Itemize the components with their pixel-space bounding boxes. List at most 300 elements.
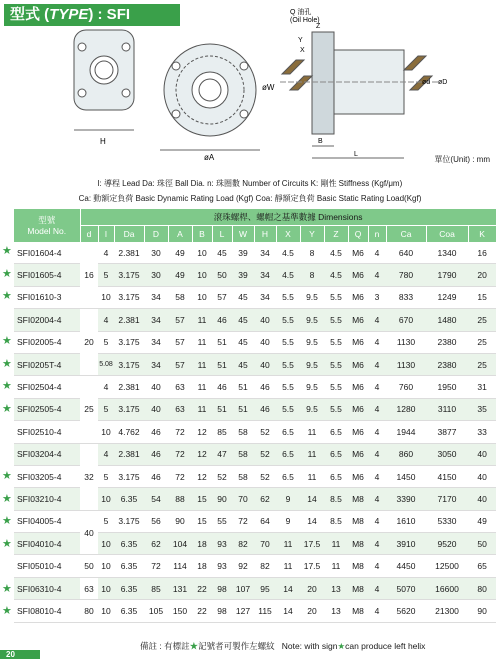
cell-a: 72	[168, 421, 192, 443]
cell-d: 46	[144, 465, 168, 487]
cell-q: M8	[348, 600, 368, 622]
cell-q: M8	[348, 510, 368, 532]
dim-label-b: B	[318, 138, 323, 145]
cell-d: 54	[144, 488, 168, 510]
cell-k: 40	[468, 465, 496, 487]
cell-x: 14	[276, 577, 300, 599]
cell-a: 90	[168, 510, 192, 532]
star-icon: ★	[189, 641, 199, 651]
cell-z: 13	[324, 600, 348, 622]
cell-k: 80	[468, 577, 496, 599]
cell-ca: 1450	[386, 465, 426, 487]
dim-label-y: Y	[298, 37, 303, 44]
cell-l: 51	[212, 331, 232, 353]
column-header: B	[192, 226, 212, 243]
cell-b: 11	[192, 398, 212, 420]
cell-coa: 3110	[426, 398, 468, 420]
star-icon: ★	[2, 605, 12, 617]
cell-x: 11	[276, 533, 300, 555]
cell-l: 5	[98, 398, 114, 420]
table-row	[14, 600, 496, 622]
star-icon: ★	[2, 245, 12, 257]
cell-w: 127	[232, 600, 254, 622]
cell-ca: 3910	[386, 533, 426, 555]
cell-model: SFI08010-4	[14, 600, 80, 622]
cell-q: M6	[348, 465, 368, 487]
cell-da: 3.175	[114, 264, 144, 286]
cell-coa: 9520	[426, 533, 468, 555]
cell-x: 9	[276, 488, 300, 510]
cell-d: 72	[144, 555, 168, 577]
oil-hole-label: Q 油孔	[290, 9, 312, 16]
cell-coa: 7170	[426, 488, 468, 510]
cell-h: 52	[254, 465, 276, 487]
cell-n: 4	[368, 533, 386, 555]
cell-x: 5.5	[276, 309, 300, 331]
cell-l: 46	[212, 309, 232, 331]
cell-coa: 5330	[426, 510, 468, 532]
cell-d: 63	[80, 577, 98, 599]
cell-k: 65	[468, 555, 496, 577]
cell-y: 17.5	[300, 533, 324, 555]
cell-a: 58	[168, 286, 192, 308]
cell-q: M6	[348, 421, 368, 443]
cell-z: 5.5	[324, 331, 348, 353]
cell-h: 40	[254, 353, 276, 375]
cell-h: 115	[254, 600, 276, 622]
cell-l: 5	[98, 465, 114, 487]
cell-d: 46	[144, 421, 168, 443]
cell-x: 5.5	[276, 376, 300, 398]
cell-n: 4	[368, 309, 386, 331]
cell-d: 40	[144, 398, 168, 420]
cell-da: 4.762	[114, 421, 144, 443]
cell-k: 15	[468, 286, 496, 308]
cell-w: 72	[232, 510, 254, 532]
cell-ca: 1130	[386, 331, 426, 353]
cell-l: 5	[98, 510, 114, 532]
cell-l: 98	[212, 577, 232, 599]
cell-b: 10	[192, 264, 212, 286]
cell-b: 12	[192, 465, 212, 487]
cell-h: 70	[254, 533, 276, 555]
cell-w: 39	[232, 264, 254, 286]
cell-ca: 1610	[386, 510, 426, 532]
cell-l: 45	[212, 242, 232, 264]
cell-coa: 1249	[426, 286, 468, 308]
cell-d: 34	[144, 331, 168, 353]
cell-q: M6	[348, 443, 368, 465]
cell-q: M8	[348, 555, 368, 577]
cell-w: 45	[232, 309, 254, 331]
cell-coa: 2380	[426, 331, 468, 353]
cell-b: 15	[192, 488, 212, 510]
table-row	[14, 577, 496, 599]
cell-da: 2.381	[114, 242, 144, 264]
cell-w: 51	[232, 376, 254, 398]
cell-a: 114	[168, 555, 192, 577]
cell-a: 88	[168, 488, 192, 510]
cell-l: 85	[212, 421, 232, 443]
cell-l: 57	[212, 286, 232, 308]
cell-l: 4	[98, 242, 114, 264]
cell-d: 62	[144, 533, 168, 555]
cell-ca: 860	[386, 443, 426, 465]
cell-n: 4	[368, 465, 386, 487]
cell-da: 3.175	[114, 398, 144, 420]
cell-coa: 1950	[426, 376, 468, 398]
cell-model: SFI03204-4	[14, 443, 80, 465]
cell-z: 6.5	[324, 443, 348, 465]
cell-b: 10	[192, 242, 212, 264]
cell-l: 10	[98, 533, 114, 555]
cell-l: 46	[212, 376, 232, 398]
cell-z: 5.5	[324, 309, 348, 331]
cell-d: 80	[80, 600, 98, 622]
cell-w: 107	[232, 577, 254, 599]
cell-a: 131	[168, 577, 192, 599]
cell-a: 150	[168, 600, 192, 622]
cell-ca: 780	[386, 264, 426, 286]
cell-q: M6	[348, 286, 368, 308]
dim-label-x: X	[300, 47, 305, 54]
cell-l: 10	[98, 286, 114, 308]
cell-q: M6	[348, 242, 368, 264]
cell-n: 4	[368, 421, 386, 443]
cell-model: SFI01605-4	[14, 264, 80, 286]
cell-da: 6.35	[114, 600, 144, 622]
cell-x: 5.5	[276, 398, 300, 420]
cell-coa: 1340	[426, 242, 468, 264]
cell-k: 40	[468, 443, 496, 465]
cell-h: 52	[254, 421, 276, 443]
cell-l: 5.08	[98, 353, 114, 375]
cell-coa: 12500	[426, 555, 468, 577]
cell-da: 2.381	[114, 443, 144, 465]
cell-b: 11	[192, 353, 212, 375]
dim-label-phi-d: ød	[422, 79, 431, 86]
cell-d: 40	[144, 376, 168, 398]
cell-d: 30	[144, 264, 168, 286]
cell-l: 50	[212, 264, 232, 286]
cell-b: 15	[192, 510, 212, 532]
column-header: D	[144, 226, 168, 243]
column-header: X	[276, 226, 300, 243]
cell-model: SFI02504-4	[14, 376, 80, 398]
cell-w: 45	[232, 353, 254, 375]
cell-l: 93	[212, 533, 232, 555]
cell-z: 11	[324, 533, 348, 555]
cell-d: 105	[144, 600, 168, 622]
cell-x: 11	[276, 555, 300, 577]
cell-l: 10	[98, 555, 114, 577]
cell-l: 4	[98, 443, 114, 465]
cell-d: 20	[80, 309, 98, 376]
header-model-zh: 型號	[38, 214, 56, 225]
star-icon: ★	[2, 402, 12, 415]
cell-k: 31	[468, 376, 496, 398]
cell-model: SFI02005-4	[14, 331, 80, 353]
cell-l: 55	[212, 510, 232, 532]
column-header: W	[232, 226, 254, 243]
cell-da: 6.35	[114, 555, 144, 577]
cell-a: 104	[168, 533, 192, 555]
header-model	[14, 209, 80, 242]
column-header: Q	[348, 226, 368, 243]
cell-da: 2.381	[114, 376, 144, 398]
dim-label-h: H	[100, 137, 106, 146]
cell-n: 4	[368, 555, 386, 577]
cell-model: SFI02505-4	[14, 398, 80, 420]
dim-label-phi-a: øA	[204, 153, 215, 162]
dim-label-phi-w: øW	[262, 83, 275, 92]
cell-y: 11	[300, 465, 324, 487]
dim-label-z: Z	[316, 23, 321, 30]
cell-a: 72	[168, 443, 192, 465]
cell-n: 4	[368, 577, 386, 599]
cell-b: 22	[192, 577, 212, 599]
cell-da: 3.175	[114, 510, 144, 532]
cell-d: 34	[144, 353, 168, 375]
cell-n: 4	[368, 331, 386, 353]
table-body	[14, 242, 496, 622]
cell-k: 20	[468, 264, 496, 286]
cell-k: 33	[468, 421, 496, 443]
cell-a: 57	[168, 309, 192, 331]
cell-model: SFI01610-3	[14, 286, 80, 308]
footer-note-en-b: can produce left helix	[345, 641, 426, 651]
cell-z: 6.5	[324, 421, 348, 443]
column-header: Y	[300, 226, 324, 243]
cell-h: 34	[254, 242, 276, 264]
page-number: 20	[0, 650, 40, 659]
cell-h: 62	[254, 488, 276, 510]
star-icon: ★	[2, 380, 12, 392]
column-header-row	[14, 226, 496, 243]
cell-l: 52	[212, 465, 232, 487]
cell-coa: 4150	[426, 465, 468, 487]
table-row	[14, 242, 496, 264]
cell-z: 6.5	[324, 465, 348, 487]
cell-b: 11	[192, 376, 212, 398]
cell-n: 4	[368, 264, 386, 286]
cell-y: 9.5	[300, 398, 324, 420]
cell-x: 4.5	[276, 264, 300, 286]
cell-l: 10	[98, 488, 114, 510]
cell-y: 8	[300, 242, 324, 264]
star-icon: ★	[2, 357, 12, 370]
cell-y: 14	[300, 488, 324, 510]
cell-l: 93	[212, 555, 232, 577]
cell-da: 3.175	[114, 353, 144, 375]
cell-d: 30	[144, 242, 168, 264]
cell-coa: 2380	[426, 353, 468, 375]
cell-q: M6	[348, 331, 368, 353]
cell-a: 57	[168, 353, 192, 375]
cell-h: 82	[254, 555, 276, 577]
cell-h: 95	[254, 577, 276, 599]
column-header: Da	[114, 226, 144, 243]
star-icon: ★	[337, 641, 346, 651]
cell-da: 6.35	[114, 577, 144, 599]
cell-k: 35	[468, 398, 496, 420]
cell-ca: 670	[386, 309, 426, 331]
cell-w: 58	[232, 421, 254, 443]
star-icon: ★	[2, 335, 12, 347]
cell-l: 51	[212, 353, 232, 375]
cell-n: 4	[368, 376, 386, 398]
cell-da: 3.175	[114, 331, 144, 353]
cell-b: 11	[192, 331, 212, 353]
cell-d: 56	[144, 510, 168, 532]
cell-model: SFI04005-4	[14, 510, 80, 532]
cell-x: 6.5	[276, 443, 300, 465]
cell-b: 11	[192, 309, 212, 331]
cell-model: SFI03205-4	[14, 465, 80, 487]
cell-da: 2.381	[114, 309, 144, 331]
column-header: d	[80, 226, 98, 243]
cell-ca: 1130	[386, 353, 426, 375]
cell-h: 34	[254, 264, 276, 286]
cell-w: 82	[232, 533, 254, 555]
star-icon: ★	[2, 492, 12, 505]
cell-da: 6.35	[114, 488, 144, 510]
cell-q: M6	[348, 353, 368, 375]
cell-z: 4.5	[324, 242, 348, 264]
cell-k: 49	[468, 510, 496, 532]
footer-note-zh-a: 備註 : 有標註	[140, 641, 190, 651]
star-icon: ★	[2, 267, 12, 280]
cell-h: 40	[254, 331, 276, 353]
cell-ca: 3390	[386, 488, 426, 510]
cell-l: 98	[212, 600, 232, 622]
column-header: L	[212, 226, 232, 243]
column-header: K	[468, 226, 496, 243]
cell-d: 32	[80, 443, 98, 510]
cell-q: M8	[348, 533, 368, 555]
cell-model: SFI01604-4	[14, 242, 80, 264]
cell-k: 50	[468, 533, 496, 555]
header-model-en: Model No.	[27, 225, 67, 236]
cell-h: 52	[254, 443, 276, 465]
footer-note-en-a: Note: with sign	[281, 641, 338, 651]
footer-note	[140, 640, 425, 652]
cell-l: 4	[98, 309, 114, 331]
dim-label-d: øD	[438, 79, 448, 86]
title-type: TYPE	[49, 6, 89, 23]
cell-h: 46	[254, 398, 276, 420]
cell-model: SFI04010-4	[14, 533, 80, 555]
cell-k: 25	[468, 331, 496, 353]
cell-coa: 1480	[426, 309, 468, 331]
header-dimensions: 滾珠螺桿、螺帽之基準數據 Dimensions	[80, 209, 496, 226]
cell-coa: 3050	[426, 443, 468, 465]
cell-a: 63	[168, 398, 192, 420]
cell-q: M6	[348, 309, 368, 331]
table-row	[14, 443, 496, 465]
cell-k: 25	[468, 353, 496, 375]
cell-model: SFI0205T-4	[14, 353, 80, 375]
cell-model: SFI06310-4	[14, 577, 80, 599]
column-header: n	[368, 226, 386, 243]
cell-a: 49	[168, 264, 192, 286]
cell-d: 85	[144, 577, 168, 599]
cell-y: 20	[300, 600, 324, 622]
cell-b: 12	[192, 443, 212, 465]
cell-coa: 3877	[426, 421, 468, 443]
cell-k: 25	[468, 309, 496, 331]
table-row	[14, 510, 496, 532]
spec-table	[14, 209, 497, 623]
cell-n: 4	[368, 398, 386, 420]
cell-l: 10	[98, 600, 114, 622]
cell-b: 18	[192, 533, 212, 555]
cell-a: 63	[168, 376, 192, 398]
cell-y: 8	[300, 264, 324, 286]
cell-w: 70	[232, 488, 254, 510]
cell-l: 51	[212, 398, 232, 420]
cell-d: 16	[80, 242, 98, 309]
cell-q: M8	[348, 488, 368, 510]
footer-note-zh-b: 記號者可製作左螺紋	[198, 641, 275, 651]
cell-ca: 760	[386, 376, 426, 398]
cell-q: M8	[348, 577, 368, 599]
table-row	[14, 376, 496, 398]
star-icon: ★	[2, 470, 12, 482]
oil-hole-label-en: (Oil Hole)	[290, 17, 320, 24]
cell-model: SFI02510-4	[14, 421, 80, 443]
cell-w: 51	[232, 398, 254, 420]
cell-x: 4.5	[276, 242, 300, 264]
cell-z: 8.5	[324, 488, 348, 510]
star-column	[0, 246, 14, 646]
cell-w: 45	[232, 286, 254, 308]
cell-l: 4	[98, 376, 114, 398]
table-row	[14, 555, 496, 577]
column-header: Ca	[386, 226, 426, 243]
cell-b: 18	[192, 555, 212, 577]
cell-ca: 1944	[386, 421, 426, 443]
cell-y: 9.5	[300, 331, 324, 353]
column-header: Coa	[426, 226, 468, 243]
front-view-square-flange	[74, 30, 134, 130]
cell-x: 5.5	[276, 286, 300, 308]
cell-n: 4	[368, 242, 386, 264]
table-row	[14, 309, 496, 331]
cell-ca: 4450	[386, 555, 426, 577]
cell-n: 4	[368, 488, 386, 510]
title-prefix: 型式 (	[10, 6, 50, 23]
cell-y: 14	[300, 510, 324, 532]
cell-y: 9.5	[300, 353, 324, 375]
star-icon: ★	[2, 290, 12, 302]
cell-z: 5.5	[324, 376, 348, 398]
cell-q: M6	[348, 376, 368, 398]
cell-d: 46	[144, 443, 168, 465]
cell-da: 6.35	[114, 533, 144, 555]
cell-ca: 5070	[386, 577, 426, 599]
cell-y: 17.5	[300, 555, 324, 577]
cell-coa: 21300	[426, 600, 468, 622]
cell-w: 58	[232, 443, 254, 465]
cell-w: 92	[232, 555, 254, 577]
cell-l: 90	[212, 488, 232, 510]
cell-d: 34	[144, 309, 168, 331]
cell-y: 9.5	[300, 376, 324, 398]
cell-k: 40	[468, 488, 496, 510]
cell-y: 20	[300, 577, 324, 599]
cell-d: 34	[144, 286, 168, 308]
